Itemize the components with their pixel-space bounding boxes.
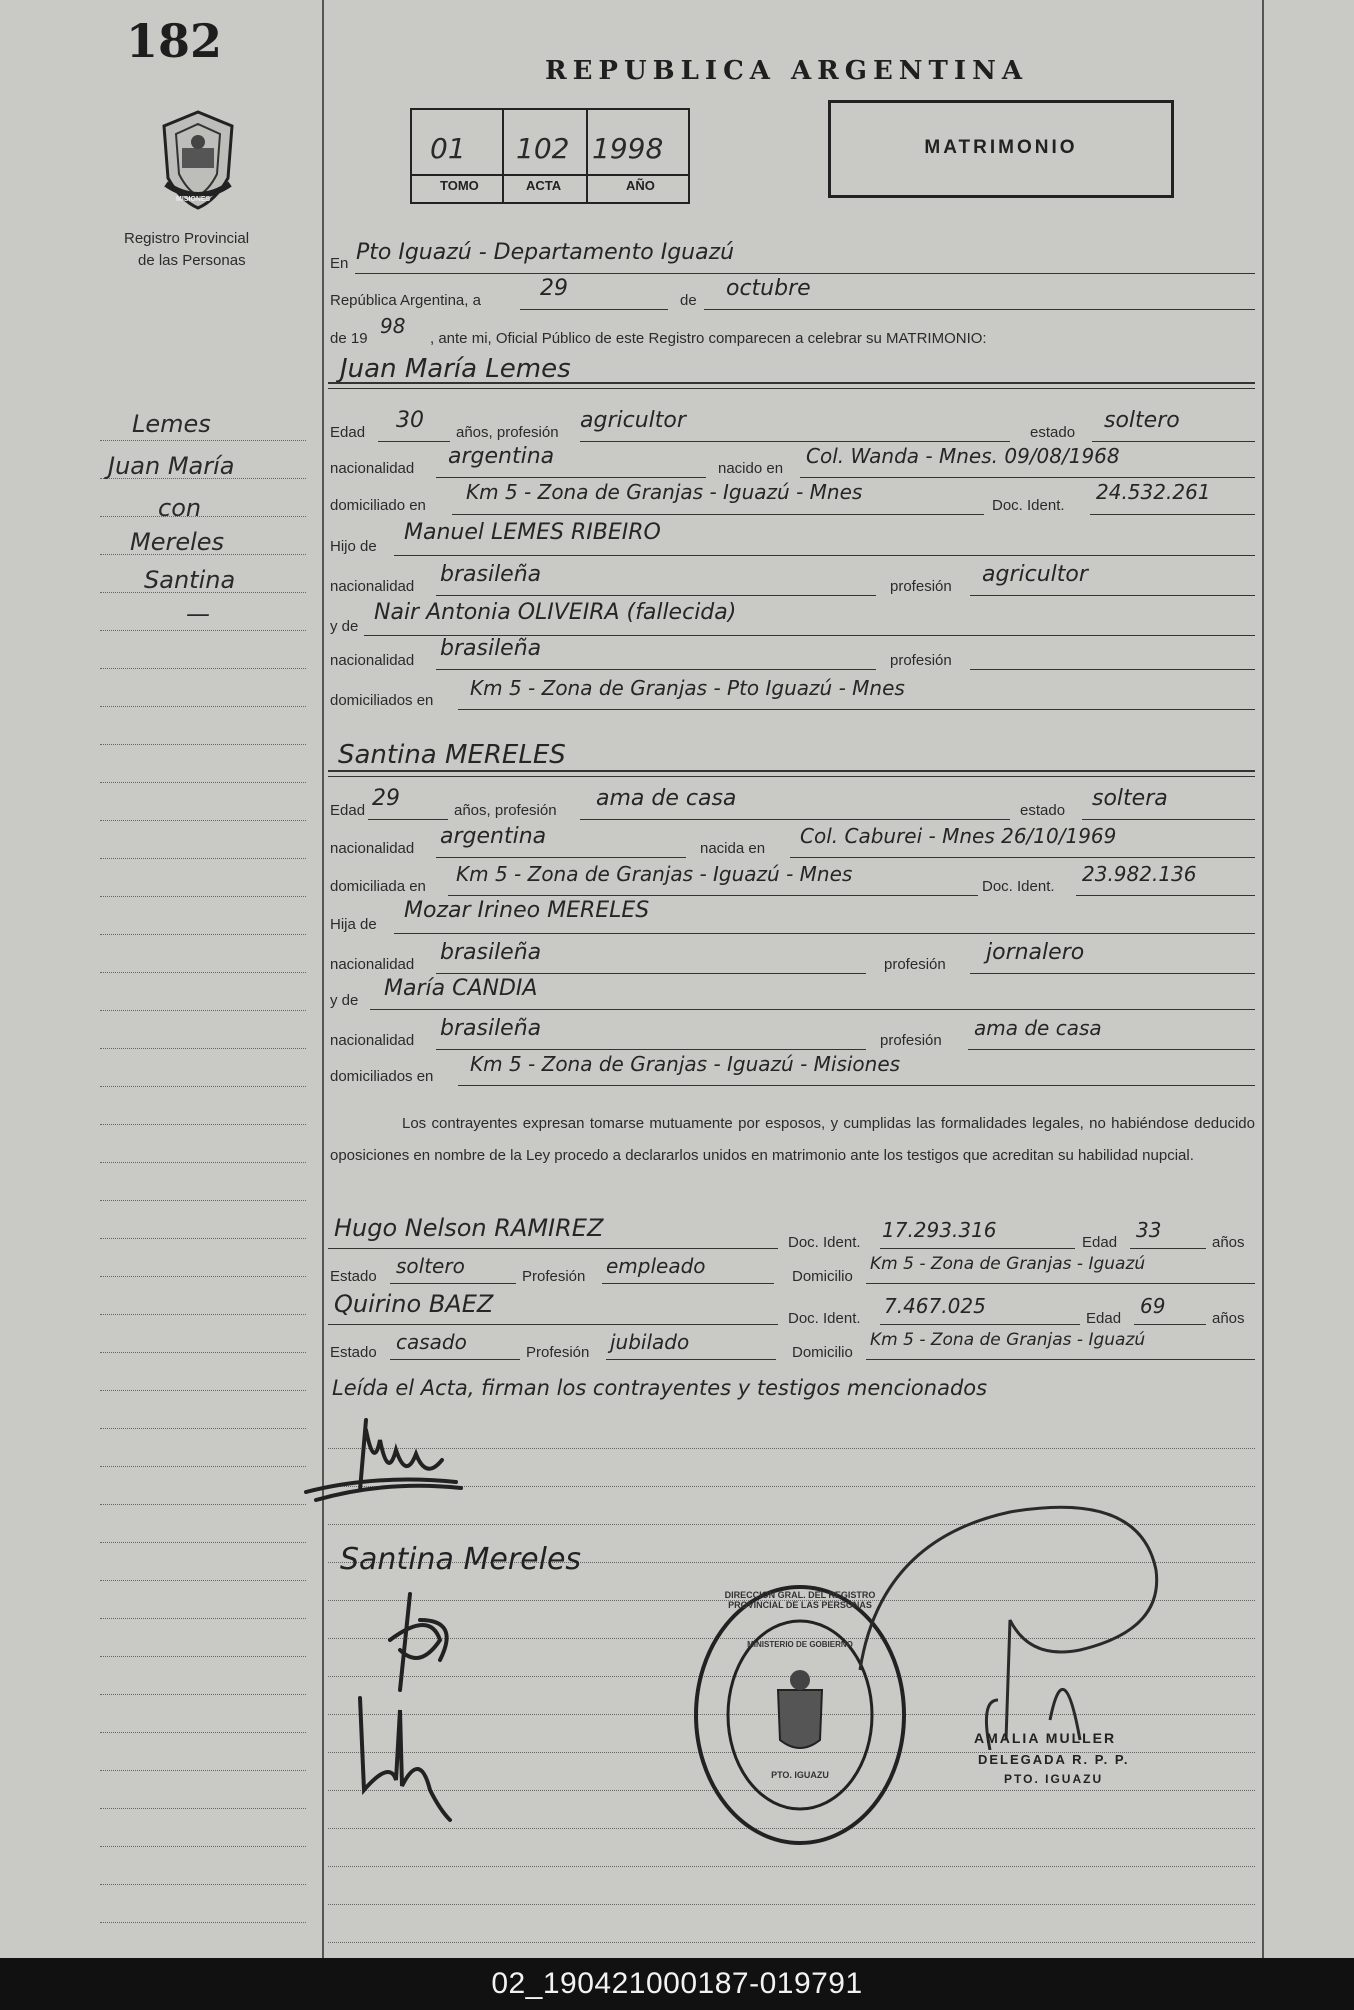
intro-tail: , ante mi, Oficial Público de este Registro comparecen a celebrar su MATRIMONIO: — [430, 330, 987, 347]
margin-rule — [100, 630, 306, 631]
matrimonio-box — [828, 100, 1174, 198]
margin-rule — [100, 668, 306, 669]
bride-mnac-label: nacionalidad — [330, 1032, 415, 1049]
groom-mother: Nair Antonia OLIVEIRA (fallecida) — [374, 600, 737, 625]
margin-rule — [100, 1884, 306, 1885]
margin-rule — [100, 1504, 306, 1505]
groom-doms-label: domiciliados en — [330, 692, 434, 709]
blank-rule — [328, 1942, 1255, 1943]
declaration-text: Los contrayentes expresan tomarse mutuamente por esposos, y cumplidas las formalidades legales, no habiéndose deducido oposiciones en nombre de la Ley procedo a declararlos unidos en matrimonio ante los testigos que acreditan su habilidad nupcial. — [330, 1115, 1255, 1164]
margin-rule — [100, 1618, 306, 1619]
witness1-domicilio: Km 5 - Zona de Granjas - Iguazú — [870, 1254, 1146, 1274]
bride-nac-label: nacionalidad — [330, 840, 415, 857]
groom-father-prof: agricultor — [982, 562, 1088, 587]
margin-rule — [100, 1124, 306, 1125]
bride-mother: María CANDIA — [384, 976, 538, 1001]
bride-profesion: ama de casa — [596, 786, 737, 811]
witness2-dom-label: Domicilio — [792, 1344, 853, 1361]
record-box — [410, 108, 690, 204]
groom-signature-icon — [296, 1410, 466, 1510]
groom-father-nac: brasileña — [440, 562, 542, 587]
margin-rule — [100, 1656, 306, 1657]
day-value: 29 — [540, 276, 568, 301]
margin-rule — [100, 440, 306, 441]
closing-text: Leída el Acta, firman los contrayentes y testigos mencionados — [332, 1376, 988, 1400]
republica-label: República Argentina, a — [330, 292, 481, 309]
margin-rule — [100, 706, 306, 707]
bride-mother-nac: brasileña — [440, 1016, 542, 1041]
year-value: 98 — [380, 314, 406, 338]
witness1-estado: soltero — [396, 1254, 465, 1278]
blank-rule — [328, 1866, 1255, 1867]
groom-edad-label: Edad — [330, 424, 366, 441]
margin-rule — [100, 1200, 306, 1201]
margin-rule — [100, 1086, 306, 1087]
groom-estado-label: estado — [1030, 424, 1076, 441]
witness2-name: Quirino BAEZ — [334, 1290, 494, 1318]
groom-name: Juan María Lemes — [340, 354, 571, 384]
witness1-prof-label: Profesión — [522, 1268, 586, 1285]
bride-mprof-label: profesión — [880, 1032, 942, 1049]
margin-con: con — [158, 494, 202, 522]
witness2-prof-label: Profesión — [526, 1344, 590, 1361]
ano-value: 1998 — [592, 132, 664, 165]
blank-rule — [328, 1448, 1255, 1449]
bride-estado: soltera — [1092, 786, 1168, 811]
margin-rule — [100, 1580, 306, 1581]
stamp-bottom-text: PTO. IGUAZU — [771, 1770, 829, 1780]
officer-title: DELEGADA R. P. P. — [978, 1752, 1130, 1767]
bride-edad-label: Edad — [330, 802, 366, 819]
groom-fnac-label: nacionalidad — [330, 578, 415, 595]
margin-rule — [100, 1010, 306, 1011]
column-divider-right — [1262, 0, 1264, 1958]
bride-name: Santina MERELES — [338, 740, 566, 770]
de-label: de — [680, 292, 697, 309]
bride-domicilio: Km 5 - Zona de Granjas - Iguazú - Mnes — [456, 862, 853, 886]
groom-estado: soltero — [1104, 408, 1180, 433]
bride-nacionalidad: argentina — [440, 824, 547, 849]
margin-rule — [100, 1428, 306, 1429]
country-title: REPUBLICA ARGENTINA — [545, 56, 1029, 86]
margin-rule — [100, 858, 306, 859]
groom-nac-label: nacionalidad — [330, 460, 415, 477]
officer-signature-icon — [850, 1500, 1170, 1750]
bride-yde-label: y de — [330, 992, 359, 1009]
bride-doms-label: domiciliados en — [330, 1068, 434, 1085]
margin-rule — [100, 1770, 306, 1771]
witness2-edad-label: Edad — [1086, 1310, 1122, 1327]
bride-prof-label: años, profesión — [454, 802, 557, 819]
witness1-edad: 33 — [1136, 1218, 1162, 1242]
margin-rule — [100, 1048, 306, 1049]
blank-rule — [328, 1904, 1255, 1905]
margin-rule — [100, 1542, 306, 1543]
bride-hija-label: Hija de — [330, 916, 377, 933]
groom-prof-label: años, profesión — [456, 424, 559, 441]
bride-nacida-label: nacida en — [700, 840, 766, 857]
margin-surname-groom: Lemes — [132, 410, 211, 438]
witness2-domicilio: Km 5 - Zona de Granjas - Iguazú — [870, 1330, 1146, 1350]
stamp-inner-text: MINISTERIO DE GOBIERNO — [747, 1640, 853, 1649]
bride-fnac-label: nacionalidad — [330, 956, 415, 973]
registry-line1: Registro Provincial — [124, 230, 250, 247]
groom-dom-label: domiciliado en — [330, 497, 426, 514]
margin-rule — [100, 1694, 306, 1695]
bride-mother-prof: ama de casa — [974, 1016, 1102, 1040]
witness2-edad: 69 — [1140, 1294, 1166, 1318]
margin-rule — [100, 1732, 306, 1733]
margin-rule — [100, 1846, 306, 1847]
margin-rule — [100, 1808, 306, 1809]
witness1-signature-icon — [370, 1590, 480, 1700]
witness1-edad-label: Edad — [1082, 1234, 1118, 1251]
margin-name-groom: Juan María — [108, 452, 235, 480]
groom-father: Manuel LEMES RIBEIRO — [404, 520, 661, 545]
place-value: Pto Iguazú - Departamento Iguazú — [356, 240, 735, 265]
bride-doc-label: Doc. Ident. — [982, 878, 1055, 895]
registry-line2: de las Personas — [138, 252, 246, 269]
seal-label: MISIONES — [176, 196, 211, 203]
groom-doc-label: Doc. Ident. — [992, 497, 1065, 514]
groom-nacido-label: nacido en — [718, 460, 784, 477]
bride-father: Mozar Irineo MERELES — [404, 898, 650, 923]
de19-label: de 19 — [330, 330, 368, 347]
bride-doc: 23.982.136 — [1082, 862, 1197, 886]
en-label: En — [330, 255, 349, 272]
month-value: octubre — [726, 276, 811, 301]
margin-rule — [100, 744, 306, 745]
bride-father-nac: brasileña — [440, 940, 542, 965]
margin-rule — [100, 820, 306, 821]
margin-dash: — — [186, 600, 210, 628]
officer-name: AMALIA MULLER — [974, 1730, 1117, 1746]
groom-mother-nac: brasileña — [440, 636, 542, 661]
witness1-dom-label: Domicilio — [792, 1268, 853, 1285]
margin-surname-bride: Mereles — [130, 528, 225, 556]
footer-id: 02_190421000187-019791 — [0, 1958, 1354, 2010]
margin-rule — [100, 782, 306, 783]
witness1-name: Hugo Nelson RAMIREZ — [334, 1214, 604, 1242]
groom-profesion: agricultor — [580, 408, 686, 433]
groom-parents-dom: Km 5 - Zona de Granjas - Pto Iguazú - Mnes — [470, 676, 905, 700]
acta-label: ACTA — [526, 178, 562, 193]
bride-signature: Santina Mereles — [340, 1542, 582, 1577]
witness2-estado-label: Estado — [330, 1344, 377, 1361]
groom-fprof-label: profesión — [890, 578, 952, 595]
page-number: 182 — [126, 14, 223, 68]
groom-nacido: Col. Wanda - Mnes. 09/08/1968 — [806, 444, 1120, 468]
bride-father-prof: jornalero — [986, 940, 1085, 965]
tomo-value: 01 — [430, 132, 466, 165]
witness1-doc-label: Doc. Ident. — [788, 1234, 861, 1251]
witness2-profesion: jubilado — [610, 1330, 690, 1354]
stamp-ring-text: DIRECCION GRAL. DEL REGISTRO PROVINCIAL DE LAS PERSONAS — [724, 1590, 876, 1610]
witness2-doc: 7.467.025 — [884, 1294, 986, 1318]
margin-rule — [100, 1352, 306, 1353]
witness1-anos-label: años — [1212, 1234, 1245, 1251]
margin-rule — [100, 1314, 306, 1315]
witness2-doc-label: Doc. Ident. — [788, 1310, 861, 1327]
officer-place: PTO. IGUAZU — [1004, 1772, 1104, 1786]
acta-value: 102 — [516, 132, 570, 165]
groom-mprof-label: profesión — [890, 652, 952, 669]
witness2-estado: casado — [396, 1330, 467, 1354]
margin-rule — [100, 934, 306, 935]
tomo-label: TOMO — [440, 178, 479, 193]
groom-mnac-label: nacionalidad — [330, 652, 415, 669]
bride-edad: 29 — [372, 786, 400, 811]
witness2-signature-icon — [350, 1690, 470, 1830]
margin-rule — [100, 1238, 306, 1239]
bride-parents-dom: Km 5 - Zona de Granjas - Iguazú - Misiones — [470, 1052, 901, 1076]
margin-rule — [100, 972, 306, 973]
ano-label: AÑO — [626, 178, 655, 193]
margin-rule — [100, 896, 306, 897]
witness2-anos-label: años — [1212, 1310, 1245, 1327]
groom-yde-label: y de — [330, 618, 359, 635]
margin-rule — [100, 1390, 306, 1391]
witness1-profesion: empleado — [606, 1254, 706, 1278]
groom-nacionalidad: argentina — [448, 444, 555, 469]
bride-estado-label: estado — [1020, 802, 1066, 819]
witness1-doc: 17.293.316 — [882, 1218, 997, 1242]
groom-doc: 24.532.261 — [1096, 480, 1211, 504]
bride-nacida: Col. Caburei - Mnes 26/10/1969 — [800, 824, 1117, 848]
matrimonio-label: MATRIMONIO — [924, 137, 1078, 158]
margin-rule — [100, 516, 306, 517]
margin-name-bride: Santina — [144, 566, 236, 594]
margin-rule — [100, 1276, 306, 1277]
blank-rule — [328, 1486, 1255, 1487]
margin-rule — [100, 1466, 306, 1467]
margin-rule — [100, 1162, 306, 1163]
groom-edad: 30 — [396, 408, 424, 433]
bride-fprof-label: profesión — [884, 956, 946, 973]
bride-dom-label: domiciliada en — [330, 878, 426, 895]
witness1-estado-label: Estado — [330, 1268, 377, 1285]
margin-rule — [100, 1922, 306, 1923]
groom-domicilio: Km 5 - Zona de Granjas - Iguazú - Mnes — [466, 480, 863, 504]
groom-hijo-label: Hijo de — [330, 538, 377, 555]
column-divider — [322, 0, 324, 1958]
